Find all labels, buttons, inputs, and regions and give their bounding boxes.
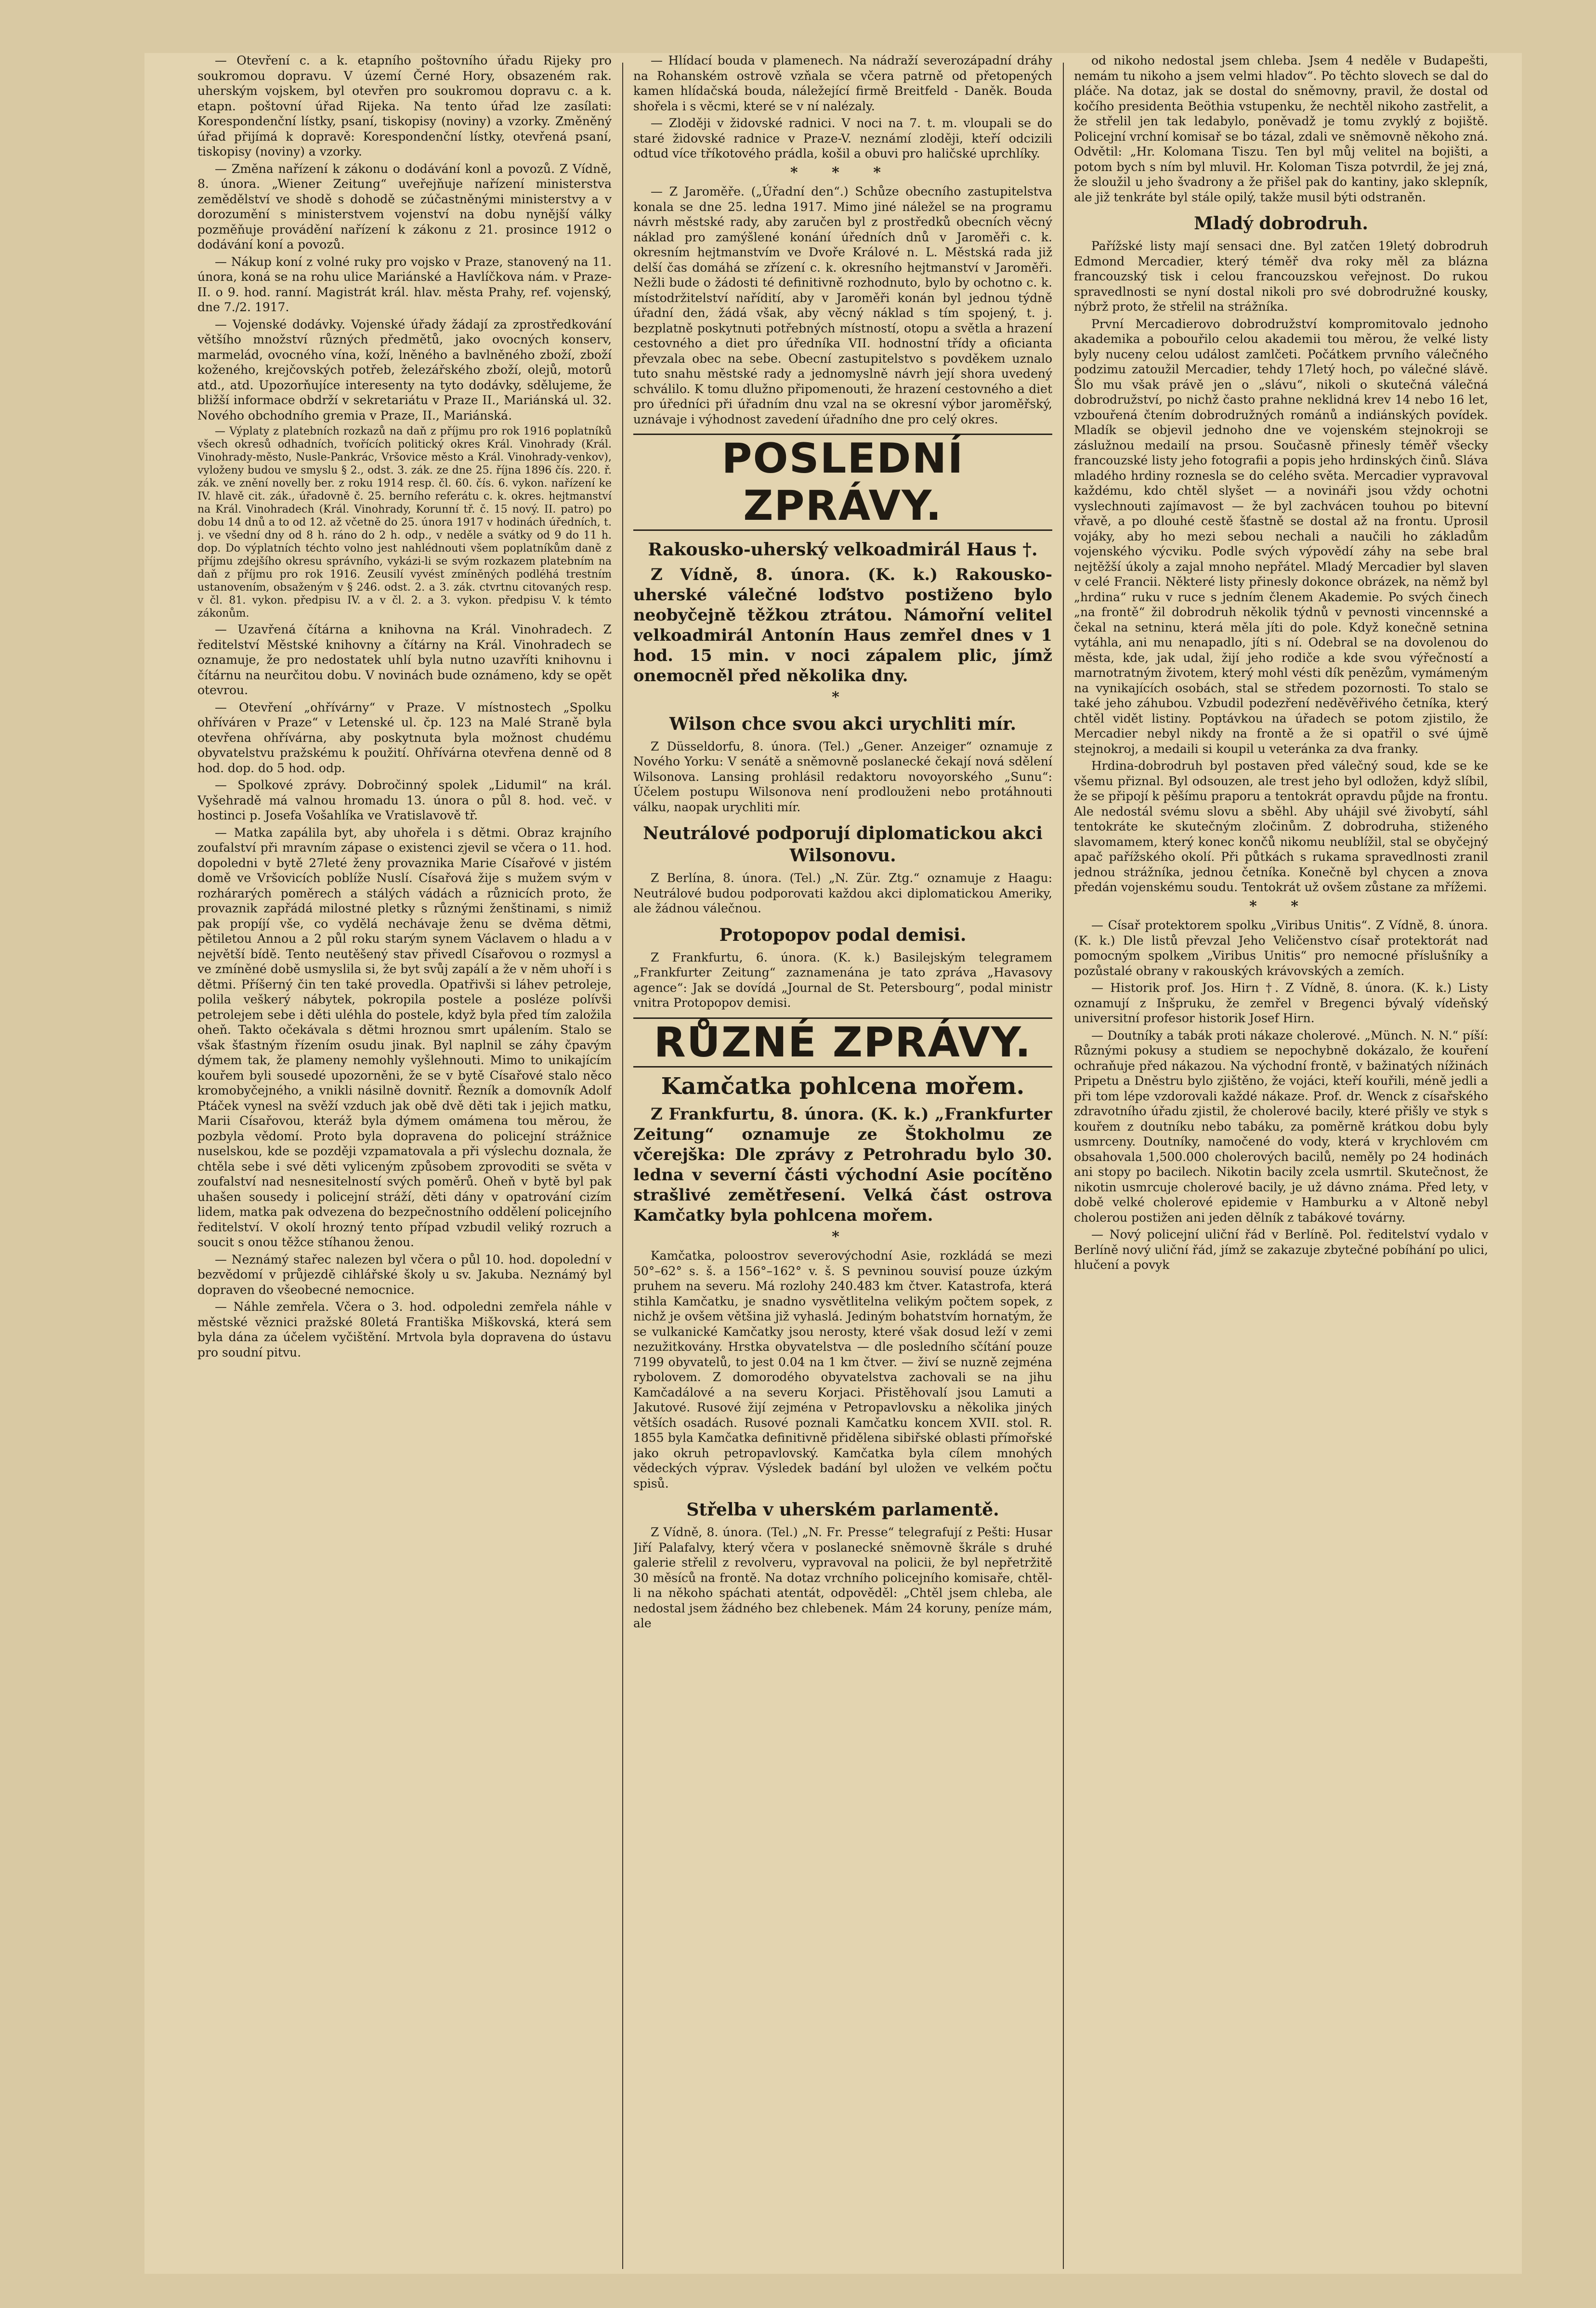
article: — Otevření „ohřívárny“ v Praze. V místnostech „Spolku ohříváren v Praze“ v Letenské ul. čp. 123 na Malé Straně byla otevřena ohřívárna, aby poskytnuta byla možnost chudému obyvatelstvu pražskému k použití. Ohřívárna otevřena denně od 8 hod. dop. do 5 hod. odp. xyxy=(197,700,612,775)
separator-stars: * xyxy=(832,1228,854,1245)
headline: Mladý dobrodruh. xyxy=(1194,213,1368,234)
article: — Zloději v židovské radnici. V noci na 7. t. m. vloupali se do staré židovské radnice v Praze-V. neznámí zloději, kteří odcizili odtud více tříkotového prádla, košil a obuvi pro haličské uprchlíky. xyxy=(633,116,1052,160)
article: Z Frankfurtu, 6. února. (K. k.) Basilejským telegramem „Frankfurter Zeitung“ zaznamenána je tato zpráva „Havasovy agence“: Jak se dovídá „Journal de St. Petersbourg“, podal ministr vnitra Protopopov demisi. xyxy=(633,950,1052,1010)
article: Z Berlína, 8. února. (Tel.) „N. Zür. Ztg.“ oznamuje z Haagu: Neutrálové budou podporovati každou akci diplomatickou Ameriky, ale žádnou válečnou. xyxy=(633,871,1052,915)
headline: Rakousko-uherský velkoadmirál Haus †. xyxy=(648,540,1038,560)
article: — Historik prof. Jos. Hirn †. Z Vídně, 8. února. (K. k.) Listy oznamují z Inšpruku, že zemřel v Bregenci bývalý vídeňský universitní profesor historik Josef Hirn. xyxy=(1074,981,1488,1025)
article: Z Vídně, 8. února. (K. k.) Rakousko-uherské válečné loďstvo postiženo bylo neobyčejně těžkou ztrátou. Námořní velitel velkoadmirál Antonín Haus zemřel dnes v 1 hod. 15 min. v noci zápalem plic, jímž onemocněl před několika dny. xyxy=(633,565,1052,686)
headline: Střelba v uherském parlamentě. xyxy=(686,1500,999,1520)
article: — Z Jaroměře. („Úřadní den“.) Schůze obecního zastupitelstva konala se dne 25. ledna 1917. Mimo jiné náležel se na programu návrh městské rady, aby zaručen byl z prostředků obecních věcný náklad pro zamýšlené konání úředních dnů v Jaroměři c. k. okresním hejtmanstvím ve Dvoře Králové n. L. Městská rada již delší čas domáhá se zřízení c. k. okresního hejtmanství v Jaroměři. Nežli bude o žádosti té definitivně rozhodnuto, bylo by ochotno c. k. místodržitelství nařídití, aby v Jaroměři konán byl jednou týdně úřadní den, žádá však, aby věcný náklad s tím spojený, t. j. bezplatně poskytnuti potřebných místností, otopu a světla a hrazení cestovného a diet pro úředníka VII. hodnostní třídy a oficianta převzala obec na sebe. Obecní zastupitelstvo s povděkem uznalo tuto snahu městské rady a jednomyslně návrh její shora uvedený schválilo. K tomu dlužno připomenouti, že hrazení cestovného a diet pro úředníci při úřadním dnu vzal na se okresní výbor jaroměřský, uznávaje i výhodnost zavedení úřadního dne pro celý okres. xyxy=(633,185,1052,426)
article: — Císař protektorem spolku „Viribus Unitis“. Z Vídně, 8. února. (K. k.) Dle listů převzal Jeho Veličenstvo císař protektorát nad pomocným spolkem „Viribus Unitis“ pro nemocné příslušníky a pozůstalé obrany v rakouských krávovských a zemích. xyxy=(1074,918,1488,978)
article: Z Düsseldorfu, 8. února. (Tel.) „Gener. Anzeiger“ oznamuje z Nového Yorku: V senátě a sněmovně poslanecké čekají nová sdělení Wilsonova. Lansing prohlásil redaktoru novoyorského „Sunu“: Účelem postupu Wilsonova není prodlouženi nebo protáhnouti válku, naopak urychliti mír. xyxy=(633,739,1052,814)
column-1 xyxy=(197,53,612,2274)
article: — Matka zapálila byt, aby uhořela i s dětmi. Obraz krajního zoufalství při mravním zápase o existenci zjevil se včera o 11. hod. dopoledni v bytě 27leté ženy provaznika Marie Císařové v jistém domě ve Vršovicích poblíže Nuslí. Císařová žije s mužem svým v rozhárarých poměrech a stálých vádách a různicích proto, že provaznik zapřádá milostné pletky s různými ženštinami, s nimiž pak propíjí vše, co vydělá nechávaje ženu se dvěma dětmi, pětiletou Annou a 2 půl roku starým synem Václavem o hladu a v největší bídě. Tento neutěšený stav přivedl Císařovou o rozmysl a ve zmíněné době usmyslila si, že byt svůj zapálí a že v něm uhoří i s dětmi. Příšerný čin ten také provedla. Opatřivši si láhev petroleje, polila veškerý nábytek, pokropila postele a posléze polívši petrolejem sebe i děti uléhla do postele, když byla před tím založila oheň. Takto očekávala s dětmi hroznou smrt upálením. Stalo se však šťastným řízením osudu jinak. Byl naplnil se záhy čpavým dýmem tak, že plameny nemohly vyšlehnouti. Mimo to unikajícím kouřem byli sousedé upozorněni, že se v bytě Císařové stalo něco kromobyčejného, a vnikli násilně dovnitř. Řezník a domovník Adolf Ptáček vynesl na svěží vzduch jak obě dvě děti tak i jejich matku, Marii Císařovou, kteráž byla dýmem omámena tou měrou, že pozbyla vědomí. Proto byla dopravena do policejní strážnice nuselskou, kde se později vzpamatovala a při výslechu doznala, že chtěla sebe i své děti vyliceným způsobem zprovoditi se světa v zoufalství nad nesnesitelností svých poměrů. Oheň v bytě byl pak uhašen sousedy i policejní stráží, děti dány v opatrování cizím lidem, matka pak odvezena do bezpečnostního oddělení policejního ředitelství. V okolí hrozný tento případ vzbudil veliký rozruch a soucit s onou těžce stíhanou ženou. xyxy=(197,825,612,1249)
article: Hrdina-dobrodruh byl postaven před válečný soud, kde se ke všemu přiznal. Byl odsouzen, ale trest jeho byl odložen, když slíbil, že se připojí k pěšímu praporu a tentokrát opravdu půjde na frontu. Ale nedostál svému slovu a sběhl. Aby uhájil své živobytí, sáhl tentokráte ke skutečným zločinům. Z dobrodruha, stiženého slavomamem, který konec končů nikomu neublížil, stal se obyčejný apač pařížského okolí. Při půtkách s rukama spravedlnosti zranil jednou strážníka, jednou četníka. Konečně byl chycen a znova předán vojenskému soudu. Tentokrát už ovšem zůstane za mřížemi. xyxy=(1074,759,1488,894)
article: Pařížské listy mají sensaci dne. Byl zatčen 19letý dobrodruh Edmond Mercadier, který téměř dva roky měl za blázna francouzský tisk i celou francouzskou veřejnost. Do rukou spravedlnosti se nyní dostal nikoli pro své dobrodružné kousky, nýbrž proto, že střelil na strážníka. xyxy=(1074,239,1488,314)
article: — Nákup koní z volné ruky pro vojsko v Praze, stanovený na 11. února, koná se na rohu ulice Mariánské a Havlíčkova nám. v Praze-II. o 9. hod. ranní. Magistrát král. hlav. města Prahy, ref. vojenský, dne 7./2. 1917. xyxy=(197,254,612,314)
column-rule xyxy=(622,63,623,2269)
article: — Vojenské dodávky. Vojenské úřady žádají za zprostředkování většího množství různých předmětů, jako ovocných konserv, marmelád, ovocného vína, koží, lněného a bavlněného zboží, zboží koženého, krejčovských potřeb, železářského zboží, olejů, motorů atd., atd. Upozorňujíce interesenty na tyto dodávky, sdělujeme, že bližší informace obdrží v sekretariátu v Praze II., Mariánská ul. 32. Nového obchodního gremia v Praze, II., Mariánská. xyxy=(197,317,612,422)
article: — Změna nařízení k zákonu o dodávání konl a povozů. Z Vídně, 8. února. „Wiener Zeitung“ uveřejňuje nařízení ministerstva zemědělství ve shodě s dohodě se zúčastněnými ministerstvy a v dorozumění s ministerstvem vojenství na dobu nynější války pozměňuje provádění nařízení k zákonu z 21. prosince 1912 o dodávání koní a povozů. xyxy=(197,161,612,251)
article: — Doutníky a tabák proti nákaze cholerové. „Münch. N. N.“ píší: Různými pokusy a studiem se nepochybně dokázalo, že kouření ochraňuje před nákazou. Na východní frontě, v bažinatých nížinách Pripetu a Dněstru bylo zjištěno, že vojáci, kteří kouřili, méně jedli a při tom lépe vzdorovali každé nákaze. Prof. dr. Wenck z císařského zdravotního úřadu zjistil, že cholerové bacily, které přišly ve styk s kouřem z doutníku nebo tabáku, za poměrně krátkou dobu byly usmrceny. Doutníky, namočené do vody, která v krychlovém cm obsahovala 1,500.000 cholerových bacilů, neměly po 24 hodinách ani stopy po bacilech. Nikotin bacily zcela usmrtil. Skutečnost, že nikotin usmrcuje cholerové bacily, je už dávno známa. Před lety, v době velké cholerové epidemie v Hamburku a v Altoně nebyl cholerou postižen ani jeden dělník z tabákové továrny. xyxy=(1074,1028,1488,1225)
article: Kamčatka, poloostrov severovýchodní Asie, rozkládá se mezi 50°–62° s. š. a 156°–162° v. š. S pevninou souvisí pouze úzkým pruhem na severu. Má rozlohy 240.483 km čtver. Katastrofa, která stihla Kamčatku, je snadno vysvětlitelna velikým počtem sopek, z nichž je ovšem většina již vyhaslá. Jediným bohatstvím hornatým, že se vulkanické Kamčatky jsou nerosty, které však dosud leží v zemi nezužitkovány. Hrstka obyvatelstva — dle posledního sčítání pouze 7199 obyvatelů, to jest 0.04 na 1 km čtver. — živí se nuzně zejména rybolovem. Z domorodého obyvatelstva zachovali se na jihu Kamčadálové a na severu Korjaci. Přistěhovalí jsou Lamuti a Jakutové. Rusové žijí zejména v Petropavlovsku a několika jiných větších osadách. Rusové poznali Kamčatku koncem XVII. stol. R. 1855 byla Kamčatka definitivně přidělena sibiřské oblasti přímořské jako okruh petropavlovský. Kamčatka byla cílem mnohých vědeckých výprav. Výsledek badání byl uložen ve velkém počtu spisů. xyxy=(633,1249,1052,1490)
article-lead: Z Frankfurtu, 8. února. (K. k.) „Frankfurter Zeitung“ oznamuje ze Štokholmu ze včerejška: Dle zprávy z Petrohradu bylo 30. ledna v severní části východní Asie pocítěno strašlivé zemětřesení. Velká část ostrova Kamčatky byla pohlcena mořem. xyxy=(633,1104,1052,1225)
article: Z Vídně, 8. února. (Tel.) „N. Fr. Presse“ telegrafují z Pešti: Husar Jiří Palafalvy, který včera v poslanecké sněmovně škrále s druhé galerie střelil z revolveru, vypravoval na policii, že byl nepřetržitě 30 měsíců na frontě. Na dotaz vrchního policejního komisaře, chtěl-li na někoho spáchati atentát, odpověděl: „Chtěl jsem chleba, ale nedostal jsem žádného bez chlebenek. Mám 24 koruny, peníze mám, ale xyxy=(633,1525,1052,1630)
article: — Neznámý stařec nalezen byl včera o půl 10. hod. dopolední v bezvědomí v průjezdě cihlářské školy u sv. Jakuba. Neznámý byl dopraven do všeobecné nemocnice. xyxy=(197,1252,612,1297)
article: — Výplaty z platebních rozkazů na daň z příjmu pro rok 1916 poplatníků všech okresů odhadních, tvořících politický okres Král. Vinohrady (Král. Vinohrady-město, Nusle-Pankrác, Vršovice město a Král. Vinohrady-venkov), vyloženy budou ve smyslu § 2., odst. 3. zák. ze dne 25. října 1896 čís. 220. ř. zák. ve znění novelly ber. z roku 1914 resp. čl. 60. čís. 6. vykon. nařízení ke IV. hlavě cit. zák., úřadovně č. 25. berního referátu c. k. okres. hejtmanství na Král. Vinohradech (Král. Vinohrady, Korunní tř. č. 15 nový. II. patro) po dobu 14 dnů a to od 12. až včetně do 25. února 1917 v hodinách úředních, t. j. ve všední dny od 8 h. ráno do 2 h. odp., v neděle a svátky od 9 do 11 h. dop. Do výplatních téchto volno jest nahlédnouti všem poplatníkům daně z příjmu zdejšího okresu správního, vykázi-li se svým rozkazem platebním na daň z příjmu pro rok 1916. Zeusilí vyvést zmíněných podléhá trestním ustanovením, obsaženým v § 246. odst. 2. a 3. zák. ctvrtnu citovaných resp. v čl. 81. vykon. předpisu IV. a v čl. 2. a 3. vykon. předpisu V. k témto zákonům. xyxy=(197,425,612,620)
article: — Nový policejní uliční řád v Berlíně. Pol. ředitelství vydalo v Berlíně nový uliční řád, jímž se zakazuje zbytečné pobíhání po ulici, hlučení a povyk xyxy=(1074,1227,1488,1272)
column-2 xyxy=(633,53,1052,2274)
article: První Mercadierovo dobrodružství kompromitovalo jednoho akademika a pobouřilo celou akademii tou měrou, že velké listy byly nuceny celou událost zamlčeti. Počátkem prvního válečného podzimu zatoužil Mercadier, tehdy 17letý hoch, po válečné slávě. Šlo mu však právě jen o „slávu“, nikoli o skutečná válečná dobrodružství, po nichž často prahne neklidná krev 14 nebo 16 let, vzbouřená čtením dobrodružných románů a indiánských povídek. Mladík se objevil jednoho dne ve vojenském stejnokroji se záslužnou medailí na prsou. Současně přinesly téměř všecky francouzské listy jeho fotografii a popis jeho hrdinských činů. Sláva mladého hrdiny roznesla se do celého světa. Mercadier vypravoval každému, kdo chtěl slyšet — a novináři jsou vždy ochotni vyslechnouti zajímavost — že byl zachvácen touhou po bitevní vřavě, a po dlouhé cestě šťastně se dostal až na frontu. Uprosil vojáky, aby ho mezi sebou nechali a naučili ho základům vojenského výcviku. Podle svých výpovědí záhy na sebe bral nejtěžší úkoly a zajal mnoho nepřátel. Mladý Mercadier byl slaven v celé Francii. Některé listy přinesly dokonce obrázek, na němž byl „hrdina“ ruku v ruce s jedním členem Akademie. Po svých činech „na frontě“ žil dobrodruh několik týdnů v pevnosti vincennské a čekal na setninu, která měla jíti do pole. Když konečně setnina vytáhla, ani mu nenapadlo, jíti s ní. Odebral se na dovolenou do města, kde, jak udal, žijí jeho rodiče a kde svou výřečností a marnotratným životem, který mohl vésti dík penězům, vymámeným na vynikajících osobách, stal se středem pozornosti. To stalo se také jeho záhubou. Vzbudil podezření neděvěřivého četníka, který chtěl vidět listiny. Poptávkou na úřadech se potom zjistilo, že Mercadier nebyl nikdy na frontě a že si opatřil o své újmě stejnokroj, a medaili si koupil u veteránka za dva franky. xyxy=(1074,317,1488,756)
article: — Spolkové zprávy. Dobročinný spolek „Lidumil“ na král. Vyšehradě má valnou hromadu 13. února o půl 8. hod. več. v hostinci p. Josefa Vošahlíka ve Vratislavově tř. xyxy=(197,778,612,822)
section-banner: POSLEDNÍ ZPRÁVY. xyxy=(633,434,1052,531)
section-banner: RŮZNÉ ZPRÁVY. xyxy=(633,1017,1052,1068)
headline: Kamčatka pohlcena mořem. xyxy=(661,1072,1025,1100)
article: — Náhle zemřela. Včera o 3. hod. odpoledni zemřela náhle v městské věznici pražské 80letá Františka Miškovská, která sem byla dána za účelem vyčištění. Mrtvola byla dopravena do ústavu pro soudní pitvu. xyxy=(197,1300,612,1359)
article: — Hlídací bouda v plamenech. Na nádraží severozápadní dráhy na Rohanském ostrově vzňala se včera patrně od přetopených kamen hlídačská bouda, náležející firmě Breitfeld - Daněk. Bouda shořela i s věcmi, které se v ní nalézaly. xyxy=(633,53,1052,113)
separator-stars: * xyxy=(832,689,854,706)
article: — Otevření c. a k. etapního poštovního úřadu Rijeky pro soukromou dopravu. V území Černé Hory, obsazeném rak. uherským vojskem, byl otevřen pro soukromou dopravu c. a k. etapn. poštovní úřad Rijeka. Na tento úřad lze zasílati: Korespondenční lístky, psaní, tiskopisy (noviny) a vzorky. Změněný úřad přijímá k dopravě: Korespondenční lístky, otevřená psaní, tiskopisy (noviny) a vzorky. xyxy=(197,53,612,158)
article: — Uzavřená čítárna a knihovna na Král. Vinohradech. Z ředitelství Městské knihovny a čítárny na Král. Vinohradech se oznamuje, že pro nedostatek uhlí byla nutno uzavříti knihovnu i čítárnu na neurčitou dobu. V novinách bude oznámeno, kdy se opět otevrou. xyxy=(197,622,612,697)
column-3 xyxy=(1074,53,1488,2274)
newspaper-page xyxy=(144,53,1522,2274)
column-rule xyxy=(1063,63,1064,2269)
separator-stars: * * * xyxy=(790,164,895,181)
headline: Wilson chce svou akci urychliti mír. xyxy=(669,713,1017,734)
separator-stars: * * xyxy=(1249,897,1313,915)
headline: Protopopov podal demisi. xyxy=(719,924,967,945)
article: od nikoho nedostal jsem chleba. Jsem 4 neděle v Budapešti, nemám tu nikoho a jsem velmi hladov“. Po těchto slovech se dal do pláče. Na dotaz, jak se dostal do sněmovny, pravil, že dostal od kočího presidenta Beöthia vstupenku, že nechtěl nikoho zastřelit, a že střelil jen tak ledabylo, poněvadž je tomu zvyklý z bojiště. Policejní vrchní komisař se bo tázal, zdali ve sněmovně někoho zná. Odvětil: „Hr. Kolomana Tiszu. Ten byl můj velitel na bojišti, a potom bych s ním byl mluvil. Hr. Koloman Tisza potvrdil, že jej zná, že sloužil u jeho švadrony a že přišel pak do kantiny, jako sklepník, ale již tenkráte byl stále opilý, takže musil býti odstraněn. xyxy=(1074,53,1488,204)
headline: Neutrálové podporují diplomatickou akci Wilsonovu. xyxy=(643,823,1043,866)
